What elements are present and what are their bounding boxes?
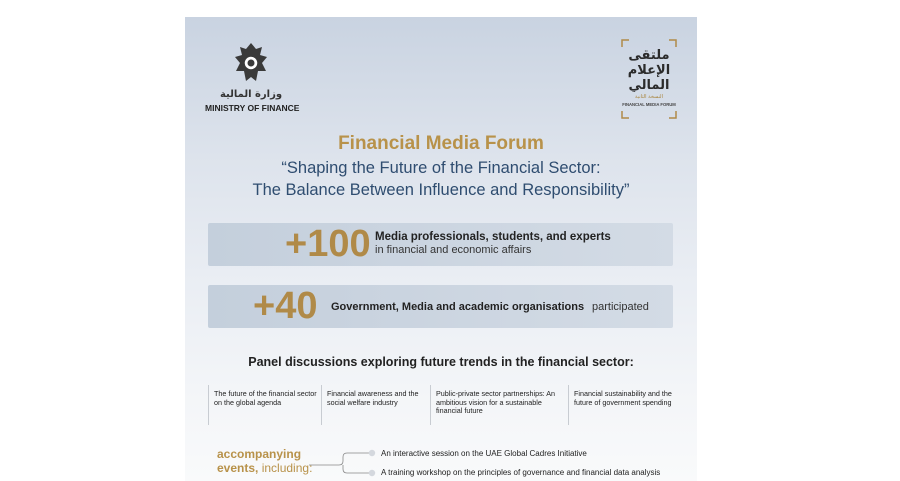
events-label — [217, 447, 312, 475]
stat-description: Government, Media and academic organisations — [331, 301, 585, 313]
panel-topic: Public-private sector partnerships: An ambitious vision for a sustainable financial future — [430, 385, 562, 425]
infographic-poster — [185, 17, 697, 481]
event-item: An interactive session on the UAE Global Cadres Initiative — [381, 449, 587, 458]
ministry-name-english: MINISTRY OF FINANCE — [205, 103, 300, 113]
page-subtitle — [185, 157, 697, 201]
stat-card-organisations — [208, 285, 673, 328]
panel-section-title: Panel discussions exploring future trends in the financial sector: — [248, 355, 634, 369]
forum-edition-arabic: النسخة الثانية — [635, 94, 663, 100]
stat-description-sub: in financial and economic affairs — [375, 244, 532, 256]
stat-description: Media professionals, students, and experts — [375, 231, 611, 243]
events-label-line-1: accompanying — [217, 447, 302, 461]
stat-description-suffix: participated — [592, 301, 649, 313]
page-title: Financial Media Forum — [338, 133, 544, 154]
events-label-regular: including: — [261, 461, 313, 475]
forum-name-english: FINANCIAL MEDIA FORUM — [622, 102, 676, 107]
ministry-logo — [205, 41, 300, 113]
stat-number: +40 — [253, 285, 318, 327]
events-label-bold: events, — [217, 461, 259, 475]
panel-topic: Financial sustainability and the future of government spending — [568, 385, 683, 425]
subtitle-line-2: The Balance Between Influence and Responsibility” — [252, 181, 630, 199]
ministry-name-arabic: وزارة المالية — [219, 89, 283, 100]
panel-topic: The future of the financial sector on the global agenda — [208, 385, 318, 425]
forum-name-arabic: ملتقى الإعلام المالي — [627, 48, 671, 93]
panel-topic: Financial awareness and the social welfare industry — [321, 385, 425, 425]
event-item: A training workshop on the principles of governance and financial data analysis — [381, 468, 661, 477]
events-label-line-2 — [217, 461, 312, 475]
uae-falcon-emblem-icon — [232, 41, 270, 85]
stat-card-participants — [208, 223, 673, 266]
subtitle-line-1: “Shaping the Future of the Financial Sector: — [281, 159, 601, 177]
forum-logo — [621, 39, 677, 119]
events-connector-icon — [309, 449, 381, 481]
stat-number: +100 — [285, 223, 371, 265]
